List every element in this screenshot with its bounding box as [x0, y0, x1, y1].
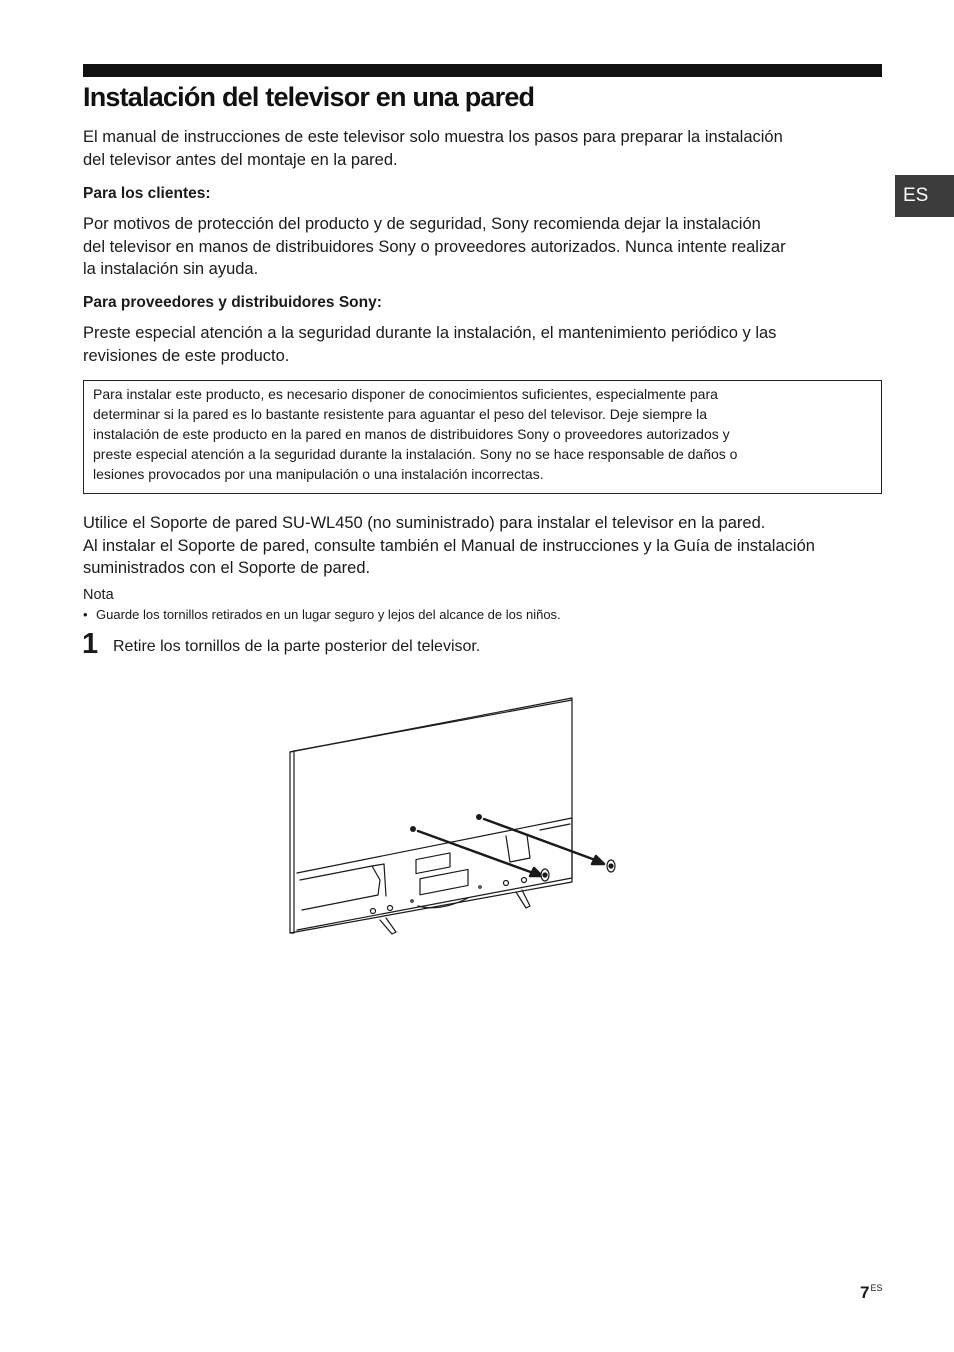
- intro-paragraph: [83, 126, 883, 171]
- page-number-value: 7: [860, 1283, 870, 1302]
- bullet: •: [83, 607, 88, 622]
- warning-line: determinar si la pared es lo bastante resistente para aguantar el peso del televisor. Deje siempre la: [93, 406, 708, 422]
- tv-rear-screw-illustration: [280, 690, 630, 940]
- dealers-heading: Para proveedores y distribuidores Sony:: [83, 294, 382, 311]
- warning-line: Para instalar este producto, es necesario disponer de conocimientos suficientes, especialmente para: [93, 386, 718, 402]
- page-number: [860, 1283, 882, 1303]
- warning-box: [83, 380, 882, 494]
- customers-line: Por motivos de protección del producto y de seguridad, Sony recomienda dejar la instalación: [83, 215, 761, 233]
- language-tab: ES: [895, 175, 954, 217]
- intro-line: El manual de instrucciones de este televisor solo muestra los pasos para preparar la instalación: [83, 128, 783, 146]
- page-number-suffix: ES: [870, 1283, 883, 1293]
- customers-line: del televisor en manos de distribuidores Sony o proveedores autorizados. Nunca intente realizar: [83, 237, 786, 256]
- customers-line: la instalación sin ayuda.: [83, 260, 259, 278]
- intro-line: del televisor antes del montaje en la pared.: [83, 150, 398, 169]
- step-number: 1: [82, 628, 99, 660]
- section-rule: [83, 64, 882, 77]
- note-item: [83, 607, 561, 622]
- step-text: Retire los tornillos de la parte posterior del televisor.: [113, 638, 481, 655]
- tv-panel: [290, 698, 572, 933]
- warning-line: lesiones provocados por una manipulación o una instalación incorrectas.: [93, 466, 544, 482]
- bracket-line: Utilice el Soporte de pared SU-WL450 (no suministrado) para instalar el televisor en la pared.: [83, 514, 766, 532]
- dealers-paragraph: [83, 322, 883, 367]
- customers-heading: Para los clientes:: [83, 185, 211, 202]
- dealers-line: Preste especial atención a la seguridad durante la instalación, el mantenimiento periódico y las: [83, 324, 777, 342]
- warning-line: preste especial atención a la seguridad durante la instalación. Sony no se hace responsable de daños o: [93, 446, 738, 462]
- note-text: Guarde los tornillos retirados en un lugar seguro y lejos del alcance de los niños.: [96, 607, 561, 622]
- note-title: Nota: [83, 587, 114, 603]
- bracket-line: Al instalar el Soporte de pared, consulte también el Manual de instrucciones y la Guía de instalación: [83, 536, 815, 555]
- page-title: Instalación del televisor en una pared: [83, 82, 535, 112]
- dealers-line: revisiones de este producto.: [83, 346, 290, 365]
- bracket-paragraph: [83, 512, 883, 580]
- customers-paragraph: [83, 213, 883, 281]
- bracket-line: suministrados con el Soporte de pared.: [83, 559, 371, 577]
- warning-line: instalación de este producto en la pared en manos de distribuidores Sony o proveedores autorizados y: [93, 426, 730, 442]
